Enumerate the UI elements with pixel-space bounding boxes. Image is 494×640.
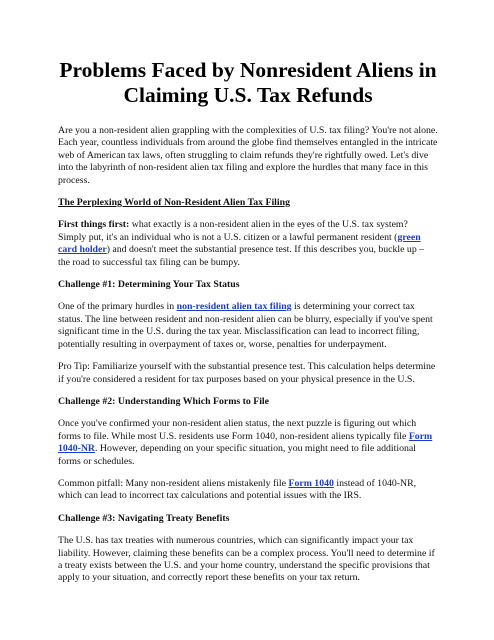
form-1040-nr-link[interactable]: Form 1040-NR (58, 430, 433, 455)
challenge-2-paragraph (58, 418, 438, 468)
section-heading: The Perplexing World of Non-Resident Alien Tax Filing (58, 197, 290, 209)
challenge-2-text-b: . However, depending on your specific situation, you might need to file additional forms or schedules. (58, 443, 416, 467)
form-1040-link[interactable]: Form 1040 (288, 477, 334, 489)
pitfall-text-b: instead of 1040-NR, which can lead to incorrect tax calculations and potential issues with the IRS. (58, 477, 417, 502)
first-things-text-b: ) and doesn't meet the substantial presence test. If this describes you, buckle up – the road to successful tax filing can be bumpy. (58, 244, 425, 268)
non-resident-alien-tax-filing-link[interactable]: non-resident alien tax filing (176, 301, 292, 313)
challenge-3-heading: Challenge #3: Navigating Treaty Benefits (58, 512, 230, 524)
first-things-text-a: what exactly is a non-resident alien in the eyes of the U.S. tax system? Simply put, it's an individual who is not a U.S. citizen or a lawful permanent resident ( (58, 219, 408, 243)
green-card-holder-link[interactable]: green card holder (58, 231, 421, 256)
common-pitfall-paragraph (58, 478, 438, 503)
intro-paragraph: Are you a non-resident alien grappling with the complexities of U.S. tax filing? You're not alone. Each year, countless individuals from around the globe find themselves entangled in the intricate web of American tax laws, often struggling to claim refunds they're rightfully owed. Let's dive into the labyrinth of non-resident alien tax filing and explore the hurdles that many face in this process. (58, 125, 438, 186)
challenge-1-text-b: is determining your correct tax status. The line between resident and non-resident alien can be blurry, especially if you've spent significant time in the U.S. during the tax year. Misclassification can lead to incorrect filing, potentially resulting in overpayment of taxes or, worse, penalties for underpayment. (58, 301, 433, 350)
challenge-1-heading: Challenge #1: Determining Your Tax Status (58, 279, 240, 291)
page-title: Problems Faced by Nonresident Aliens in Claiming U.S. Tax Refunds (59, 58, 437, 107)
pitfall-text-a: Common pitfall: Many non-resident aliens mistakenly file (58, 477, 289, 489)
first-things-lead: First things first: (58, 219, 130, 231)
challenge-2-text-a: Once you've confirmed your non-resident alien status, the next puzzle is figuring out which forms to file. While most U.S. residents use Form 1040, non-resident aliens typically file (58, 418, 417, 442)
pro-tip-paragraph: Pro Tip: Familiarize yourself with the substantial presence test. This calculation helps determine if you're considered a resident for tax purposes based on your physical presence in the U.S. (58, 361, 436, 385)
challenge-2-heading: Challenge #2: Understanding Which Forms to File (58, 395, 270, 407)
challenge-1-paragraph (58, 301, 438, 351)
challenge-3-paragraph: The U.S. has tax treaties with numerous countries, which can significantly impact your tax liability. However, claiming these benefits can be a complex process. You'll need to determine if a treaty exists between the U.S. and your home country, understand the specific provisions that apply to your situation, and correctly report these benefits on your tax return. (58, 535, 435, 584)
challenge-1-text-a: One of the primary hurdles in (58, 301, 177, 313)
first-things-paragraph (58, 219, 438, 269)
